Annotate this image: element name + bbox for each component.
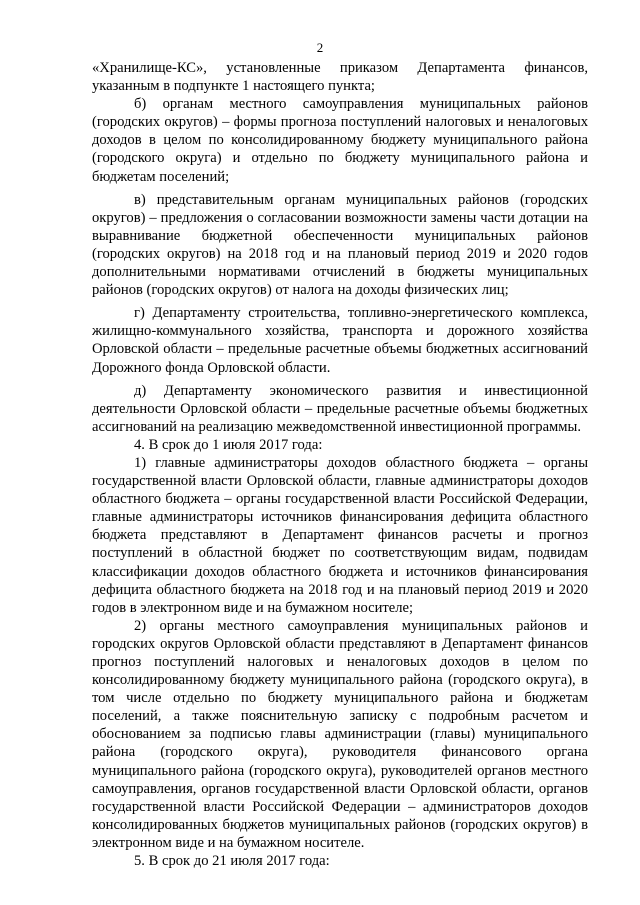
paragraph-4-2: 2) органы местного самоуправления муниципальных районов и городских округов Орловской области представляют в Департамент финансов прогноз поступлений налоговых и неналоговых доходов в целом по консолидированному бюджету муниципального района (городского округа), в том числе отдельно по бюджету муниципального района и бюджетам поселений, а также пояснительную записку с подробным расчетом и обоснованием за подписью главы администрации (главы) муниципального района (городского округа), руководителя финансового органа муниципального района (городского округа), руководителей органов местного самоуправления, органов государственной власти Орловской области, органов государственной власти Российской Федерации – администраторов доходов консолидированных бюджетов муниципальных районов (городских округов) в электронном виде и на бумажном носителе. [92, 617, 588, 851]
paragraph-continuation: «Хранилище-КС», установленные приказом Департамента финансов, указанным в подпункте 1 настоящего пункта; [92, 60, 588, 95]
page-number: 2 [316, 40, 324, 55]
section-5-heading: 5. В срок до 21 июля 2017 года: [134, 853, 330, 870]
paragraph-g: г) Департаменту строительства, топливно-энергетического комплекса, жилищно-коммунального хозяйства, транспорта и дорожного хозяйства Орловской области – предельные расчетные объемы бюджетных ассигнований Дорожного фонда Орловской области. [92, 305, 588, 376]
document-body [92, 59, 588, 870]
paragraph-4-1: 1) главные администраторы доходов областного бюджета – органы государственной власти Орловской области, главные администраторы доходов областного бюджета – органы государственной власти Российской Федерации, главные администраторы источников финансирования дефицита областного бюджета представляют в Департамент финансов расчеты и прогноз поступлений в областной бюджет по соответствующим видам, подвидам классификации доходов областного бюджета и источников финансирования дефицита областного бюджета на 2018 год и на плановый период 2019 и 2020 годов в электронном виде и на бумажном носителе; [92, 454, 588, 616]
section-4-heading: 4. В срок до 1 июля 2017 года: [134, 436, 323, 453]
paragraph-b: б) органам местного самоуправления муниципальных районов (городских округов) – формы прогноза поступлений налоговых и неналоговых доходов в целом по консолидированному бюджету муниципального района (городского округа) и отдельно по бюджету муниципального района и бюджетам поселений; [92, 96, 588, 185]
paragraph-d: д) Департаменту экономического развития и инвестиционной деятельности Орловской области – предельные расчетные объемы бюджетных ассигнований на реализацию межведомственной инвестиционной программы. [92, 382, 588, 435]
paragraph-v: в) представительным органам муниципальных районов (городских округов) – предложения о согласовании возможности замены части дотации на выравнивание бюджетной обеспеченности муниципальных районов (городских округов) на 2018 год и на плановый период 2019 и 2020 годов дополнительными нормативами отчислений в бюджеты муниципальных районов (городских округов) от налога на доходы физических лиц; [92, 191, 588, 299]
